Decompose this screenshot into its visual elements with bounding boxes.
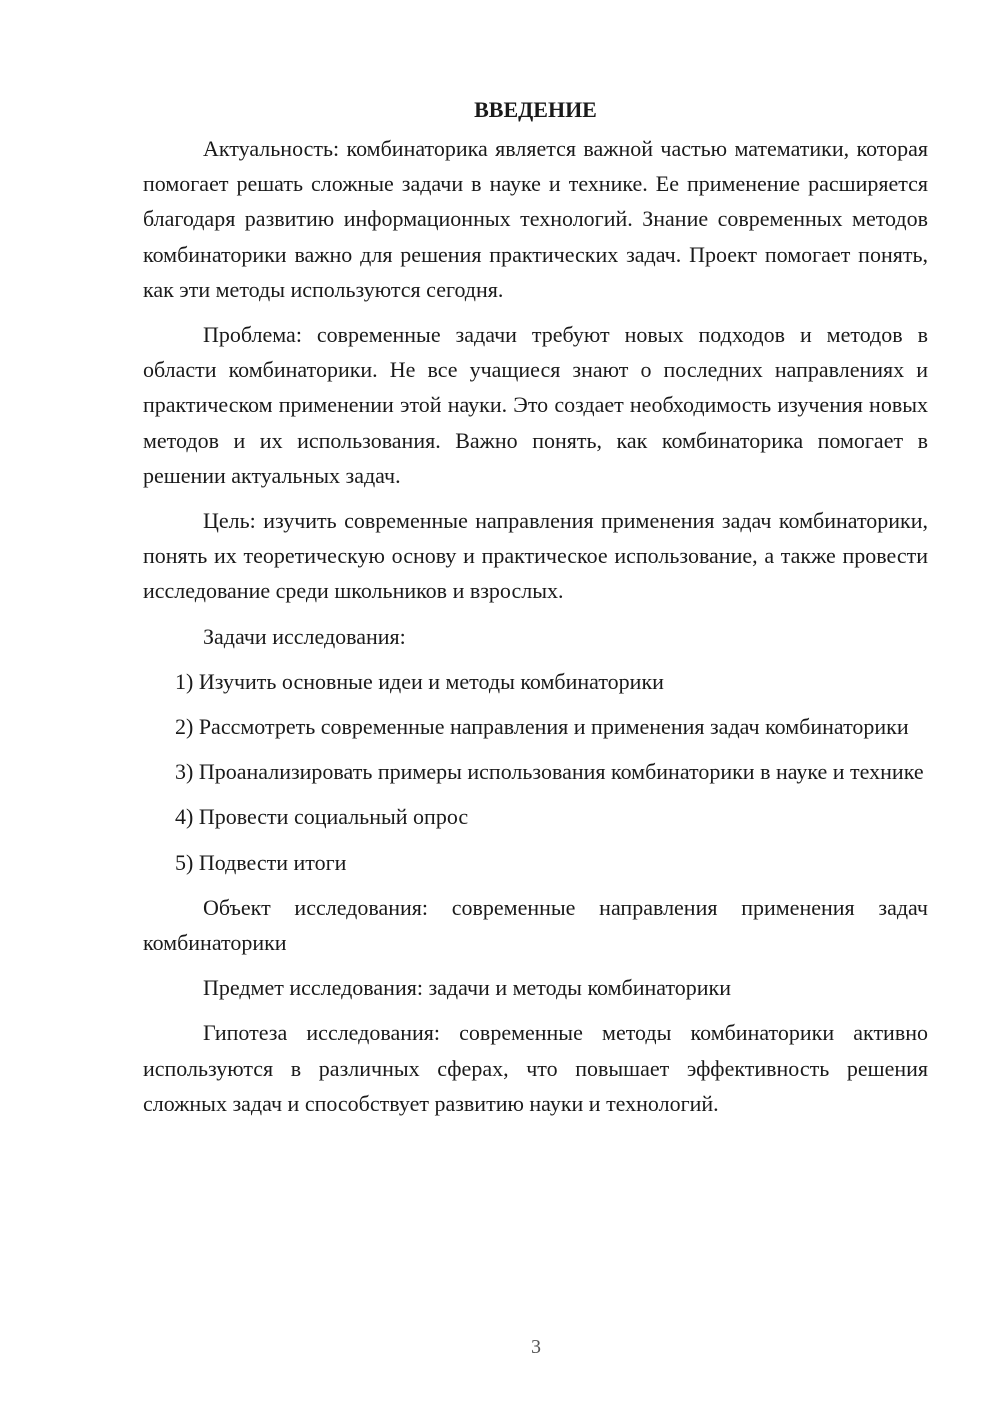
list-item-task-2: 2) Рассмотреть современные направления и применения задач комбинаторики	[175, 714, 909, 740]
page-number: 3	[531, 1336, 541, 1358]
paragraph-subject: Предмет исследования: задачи и методы комбинаторики	[203, 975, 732, 1001]
paragraph-tasks-title: Задачи исследования:	[203, 623, 406, 649]
list-item-task-3: 3) Проанализировать примеры использования комбинаторики в науке и технике	[175, 759, 924, 785]
list-item-task-4: 4) Провести социальный опрос	[175, 804, 469, 830]
document-page	[143, 92, 928, 1121]
list-item-task-1: 1) Изучить основные идеи и методы комбинаторики	[175, 668, 664, 694]
paragraph-problem: Проблема: современные задачи требуют новых подходов и методов в области комбинаторики. Не все учащиеся знают о последних направлениях и практическом применении этой науки. Это создает необходимость изучения новых методов и их использования. Важно понять, как комбинаторика помогает в решении актуальных задач.	[143, 322, 928, 488]
paragraph-hypothesis: Гипотеза исследования: современные методы комбинаторики активно используются в различных сферах, что повышает эффективность решения сложных задач и способствует развитию науки и технологий.	[143, 1020, 928, 1116]
paragraph-goal: Цель: изучить современные направления применения задач комбинаторики, понять их теоретическую основу и практическое использование, а также провести исследование среди школьников и взрослых.	[143, 508, 928, 604]
list-item-task-5: 5) Подвести итоги	[175, 849, 347, 875]
page-title: ВВЕДЕНИЕ	[474, 97, 597, 122]
paragraph-object: Объект исследования: современные направления применения задач комбинаторики	[143, 894, 928, 956]
paragraph-relevance: Актуальность: комбинаторика является важной частью математики, которая помогает решать сложные задачи в науке и технике. Ее применение расширяется благодаря развитию информационных технологий. Знание современных методов комбинаторики важно для решения практических задач. Проект помогает понять, как эти методы используются сегодня.	[143, 136, 928, 302]
